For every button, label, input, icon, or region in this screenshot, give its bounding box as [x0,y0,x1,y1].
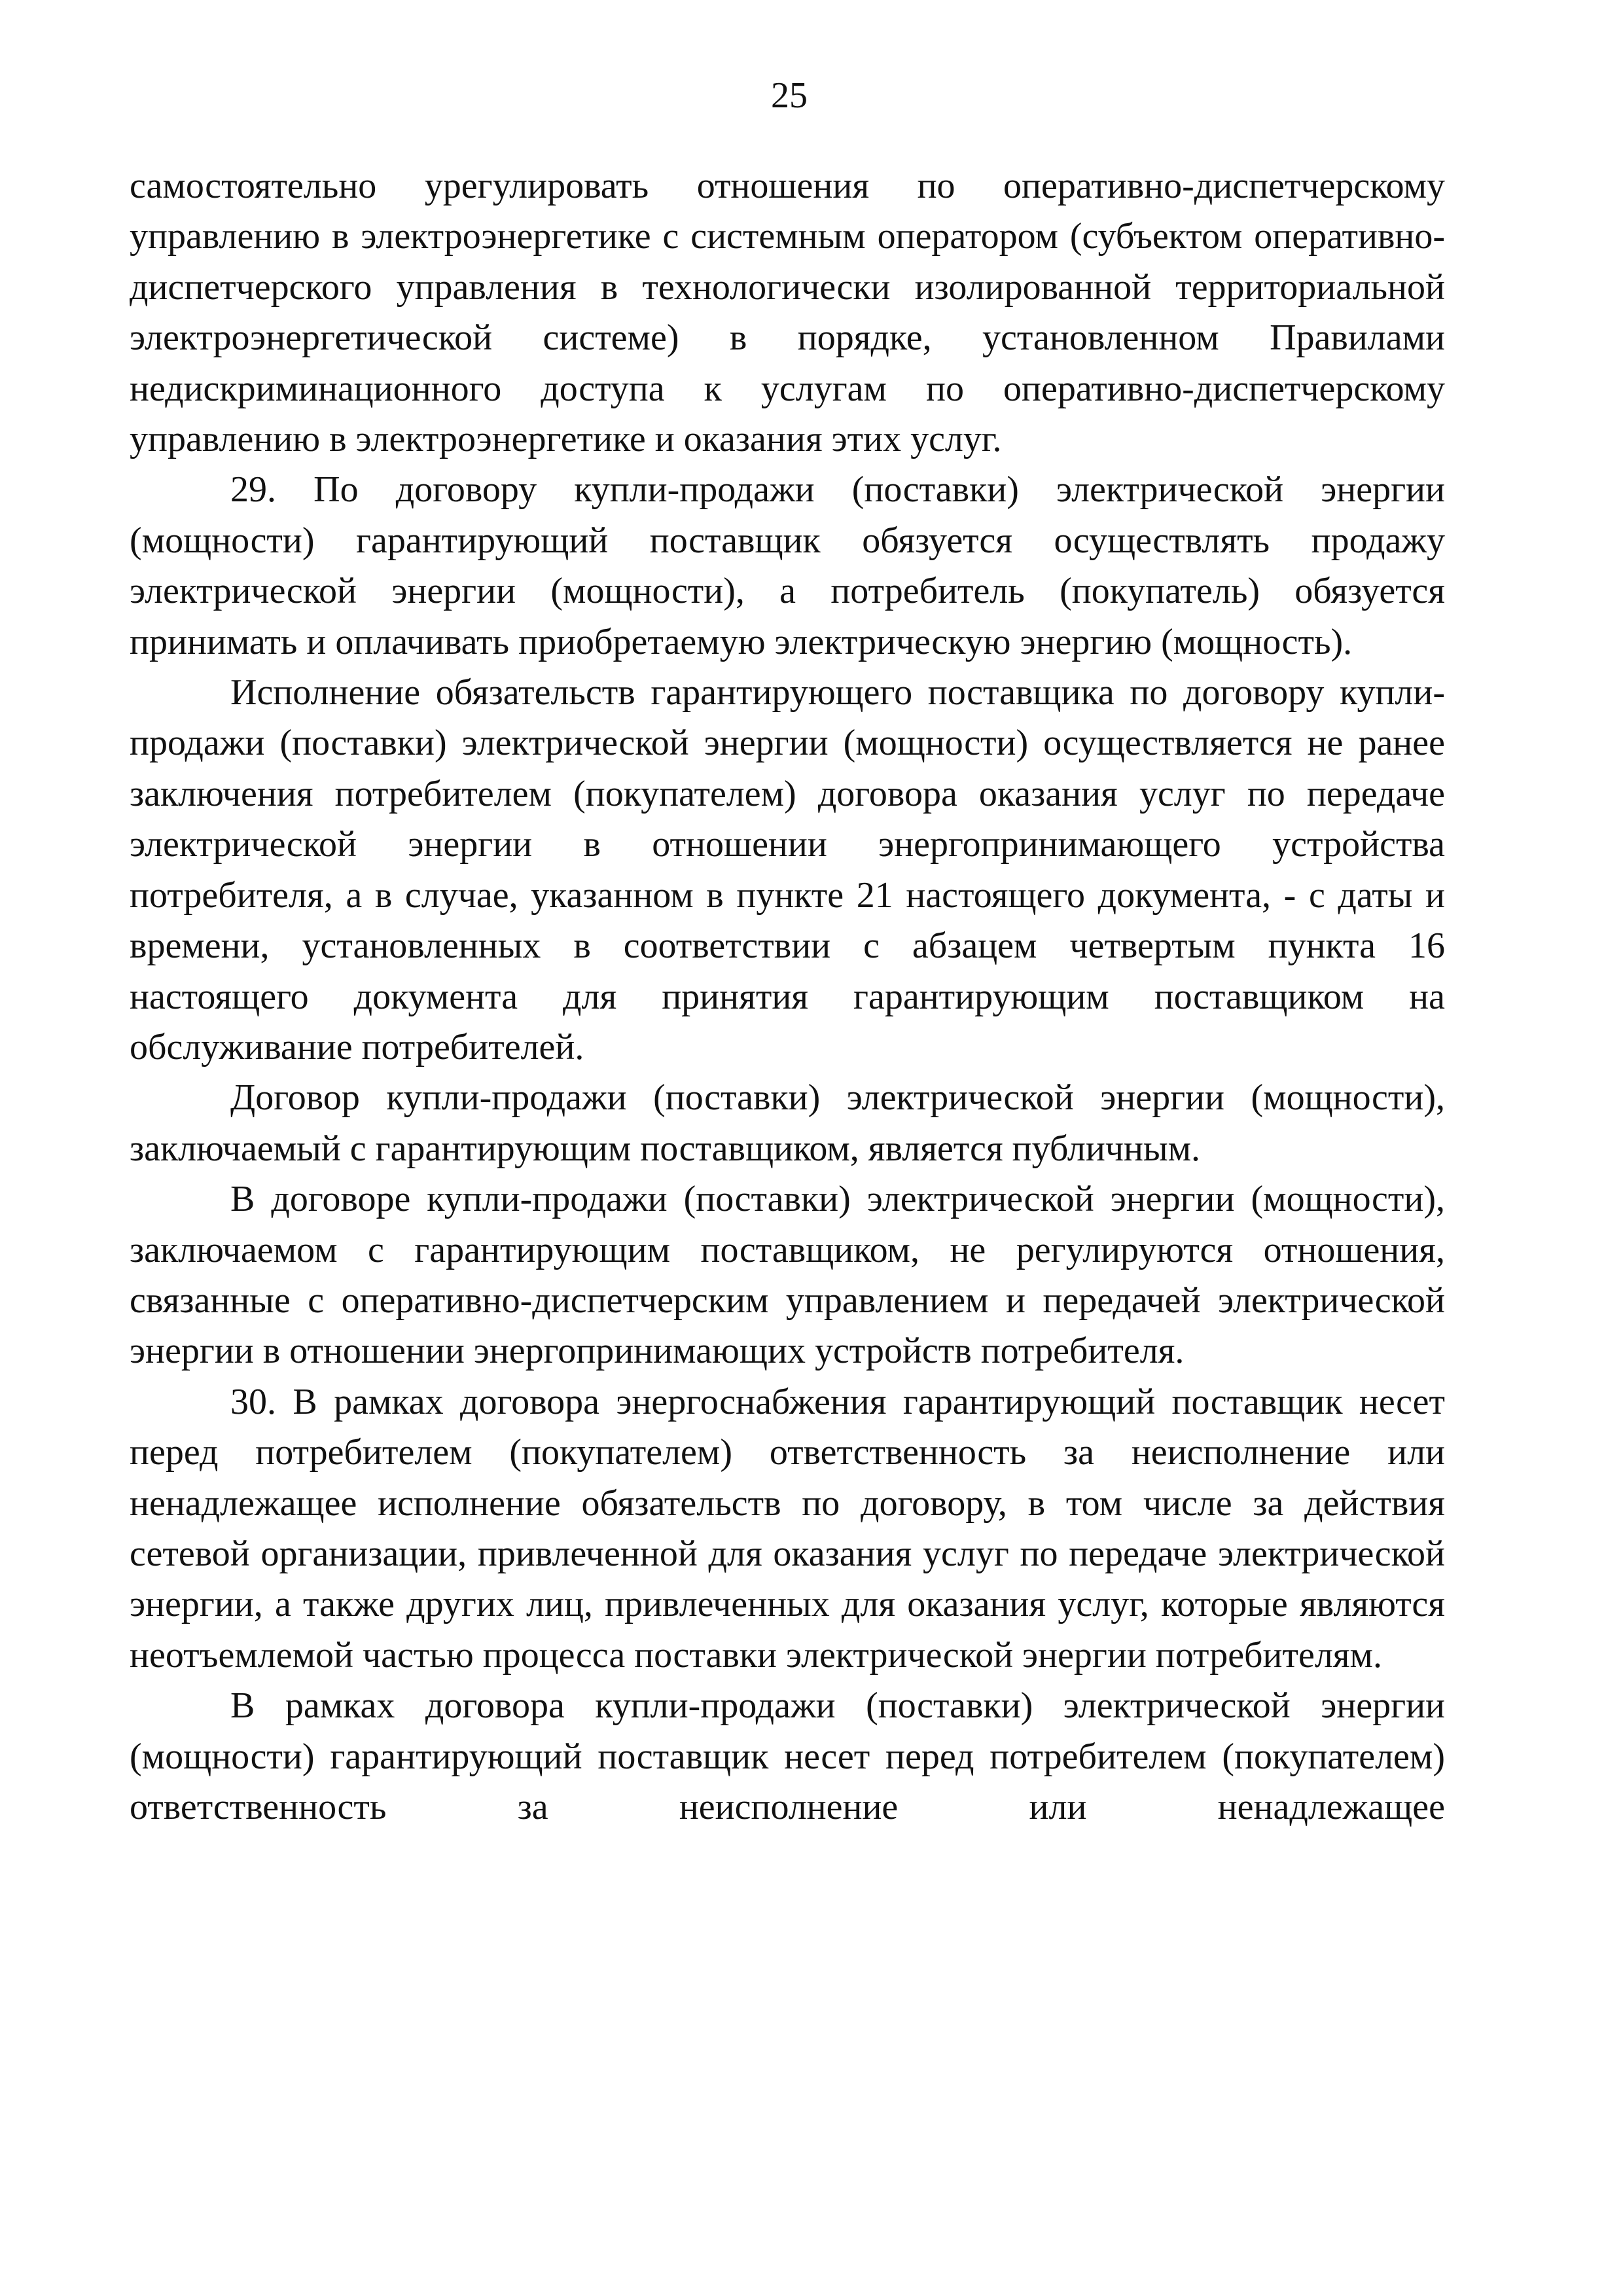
paragraph-continuation: самостоятельно урегулировать отношения по оперативно-диспетчерскому управлению в электроэнергетике с системным оператором (субъектом оперативно-диспетчерского управления в технологически изолированной территориальной электроэнергетической системе) в порядке, установленном Правилами недискриминационного доступа к услугам по оперативно-диспетчерскому управлению в электроэнергетике и оказания этих услуг. [130,166,1445,460]
paragraph-clause-30: 30. В рамках договора энергоснабжения гарантирующий поставщик несет перед потребителем (покупателем) ответственность за неисполнение или ненадлежащее исполнение обязательств по договору, в том числе за действия сетевой организации, привлеченной для оказания услуг по передаче электрической энергии, а также других лиц, привлеченных для оказания услуг, которые являются неотъемлемой частью процесса поставки электрической энергии потребителям. [130,1381,1445,1676]
document-body [130,161,1445,1833]
paragraph-obligations-execution: Исполнение обязательств гарантирующего поставщика по договору купли-продажи (поставки) электрической энергии (мощности) осуществляется не ранее заключения потребителем (покупателем) договора оказания услуг по передаче электрической энергии в отношении энергопринимающего устройства потребителя, а в случае, указанном в пункте 21 настоящего документа, - с даты и времени, установленных в соответствии с абзацем четвертым пункта 16 настоящего документа для принятия гарантирующим поставщиком на обслуживание потребителей. [130,672,1445,1067]
paragraph-public-contract: Договор купли-продажи (поставки) электрической энергии (мощности), заключаемый с гарантирующим поставщиком, является публичным. [130,1077,1445,1169]
paragraph-supplier-liability: В рамках договора купли-продажи (поставки) электрической энергии (мощности) гарантирующий поставщик несет перед потребителем (покупателем) ответственность за неисполнение или ненадлежащее [130,1685,1445,1827]
paragraph-clause-29: 29. По договору купли-продажи (поставки) электрической энергии (мощности) гарантирующий поставщик обязуется осуществлять продажу электрической энергии (мощности), а потребитель (покупатель) обязуется принимать и оплачивать приобретаемую электрическую энергию (мощность). [130,469,1445,662]
page-number: 25 [771,75,808,116]
paragraph-unregulated-relations: В договоре купли-продажи (поставки) электрической энергии (мощности), заключаемом с гарантирующим поставщиком, не регулируются отношения, связанные с оперативно-диспетчерским управлением и передачей электрической энергии в отношении энергопринимающих устройств потребителя. [130,1179,1445,1372]
